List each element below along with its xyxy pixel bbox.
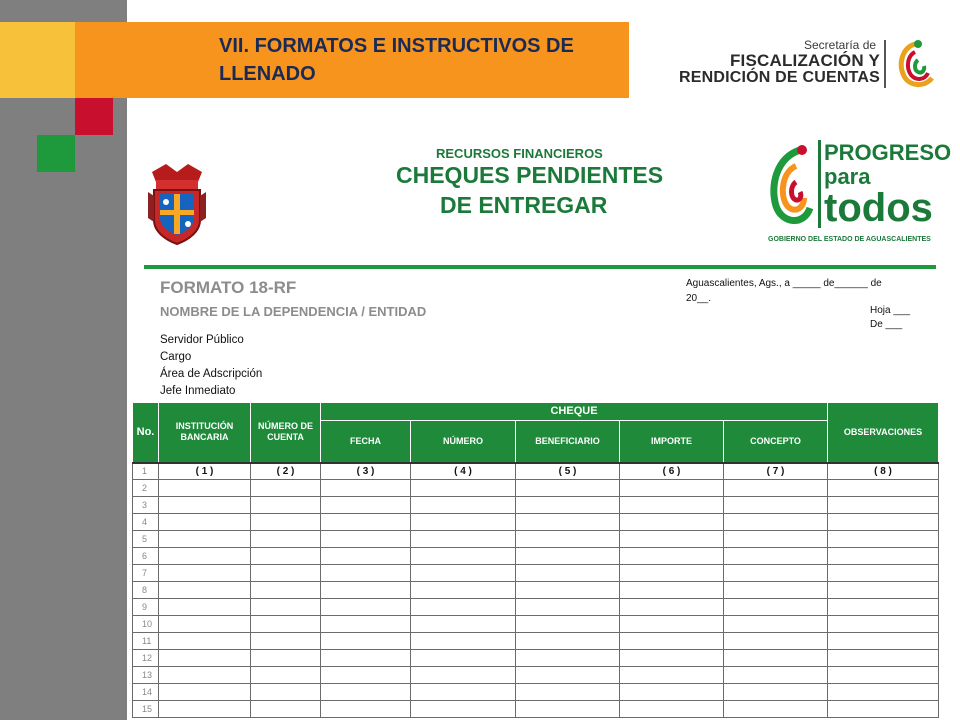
table-cell [159, 650, 251, 667]
table-cell [251, 667, 321, 684]
ref-numero: ( 4 ) [411, 463, 516, 480]
gobierno-caption: GOBIERNO DEL ESTADO DE AGUASCALIENTES [768, 236, 931, 243]
table-cell [411, 599, 516, 616]
table-cell [411, 514, 516, 531]
table-cell [620, 599, 724, 616]
table-cell [828, 548, 939, 565]
table-row [133, 463, 939, 480]
table-cell [159, 548, 251, 565]
table-cell [321, 531, 411, 548]
table-cell [321, 565, 411, 582]
table-cell [251, 650, 321, 667]
table-cell [620, 650, 724, 667]
table-cell [251, 531, 321, 548]
table-row [133, 548, 939, 565]
table-cell [159, 684, 251, 701]
table-cell [620, 514, 724, 531]
logo-divider [884, 40, 886, 88]
table-cell [620, 497, 724, 514]
col-fecha-header: FECHA [321, 421, 411, 463]
table-cell [159, 701, 251, 718]
table-cell [321, 599, 411, 616]
ref-fecha: ( 3 ) [321, 463, 411, 480]
table-cell [411, 650, 516, 667]
col-beneficiario-header: BENEFICIARIO [516, 421, 620, 463]
table-cell [516, 514, 620, 531]
secretaria-emblem-icon [892, 38, 938, 90]
table-cell [411, 701, 516, 718]
table-cell [321, 667, 411, 684]
coat-of-arms-icon [146, 162, 208, 246]
ref-institucion: ( 1 ) [159, 463, 251, 480]
table-cell [516, 531, 620, 548]
table-cell [724, 480, 828, 497]
table-cell [411, 480, 516, 497]
table-cell [411, 684, 516, 701]
slide-title: VII. FORMATOS E INSTRUCTIVOS DE LLENADO [219, 35, 574, 85]
table-cell [828, 667, 939, 684]
table-row [133, 599, 939, 616]
row-number: 1 [133, 463, 159, 480]
table-cell [516, 565, 620, 582]
table-cell [724, 548, 828, 565]
table-cell [724, 701, 828, 718]
table-cell [321, 684, 411, 701]
table-cell [828, 514, 939, 531]
row-number: 6 [133, 548, 159, 565]
table-cell [620, 565, 724, 582]
table-row [133, 633, 939, 650]
table-row [133, 480, 939, 497]
field-area-adscripcion: Área de Adscripción [160, 368, 263, 380]
table-cell [251, 565, 321, 582]
table-cell [411, 548, 516, 565]
row-number: 9 [133, 599, 159, 616]
row-number: 11 [133, 633, 159, 650]
header-subtitle: RECURSOS FINANCIEROS [436, 146, 603, 161]
green-square [37, 135, 75, 172]
red-square [75, 98, 113, 135]
table-cell [321, 650, 411, 667]
table-cell [411, 667, 516, 684]
table-cell [620, 582, 724, 599]
table-cell [724, 565, 828, 582]
table-cell [251, 514, 321, 531]
table-cell [321, 548, 411, 565]
table-cell [516, 480, 620, 497]
table-cell [516, 582, 620, 599]
table-cell [251, 633, 321, 650]
row-number: 5 [133, 531, 159, 548]
table-row [133, 684, 939, 701]
table-cell [828, 684, 939, 701]
table-cell [321, 514, 411, 531]
table-cell [159, 667, 251, 684]
table-cell [159, 599, 251, 616]
table-cell [724, 531, 828, 548]
table-cell [251, 599, 321, 616]
table-cell [159, 565, 251, 582]
table-cell [411, 582, 516, 599]
col-numero-cuenta-header: NÚMERO DE CUENTA [251, 403, 321, 463]
de-label: De ___ [870, 319, 903, 330]
table-cell [411, 531, 516, 548]
table-cell [828, 582, 939, 599]
table-row [133, 497, 939, 514]
table-cell [620, 480, 724, 497]
table-row [133, 650, 939, 667]
table-cell [159, 633, 251, 650]
table-row [133, 616, 939, 633]
col-concepto-header: CONCEPTO [724, 421, 828, 463]
field-jefe-inmediato: Jefe Inmediato [160, 385, 236, 397]
table-cell [620, 701, 724, 718]
table-cell [828, 565, 939, 582]
field-cargo: Cargo [160, 351, 192, 363]
table-cell [620, 684, 724, 701]
table-cell [620, 548, 724, 565]
table-cell [516, 548, 620, 565]
place-date-line [686, 276, 882, 306]
progreso-emblem-icon [766, 142, 816, 230]
table-cell [828, 650, 939, 667]
table-cell [516, 667, 620, 684]
table-cell [516, 701, 620, 718]
row-number: 7 [133, 565, 159, 582]
table-cell [828, 497, 939, 514]
table-row [133, 582, 939, 599]
row-number: 8 [133, 582, 159, 599]
format-code: FORMATO 18-RF [160, 278, 297, 297]
row-number: 12 [133, 650, 159, 667]
table-cell [828, 531, 939, 548]
row-number: 10 [133, 616, 159, 633]
table-row [133, 701, 939, 718]
progreso-word: PROGRESO [824, 140, 952, 165]
row-number: 15 [133, 701, 159, 718]
table-cell [159, 514, 251, 531]
table-cell [724, 497, 828, 514]
table-cell [321, 633, 411, 650]
table-cell [828, 633, 939, 650]
table-cell [516, 684, 620, 701]
yellow-square [0, 22, 75, 98]
ref-concepto: ( 7 ) [724, 463, 828, 480]
table-cell [724, 684, 828, 701]
secretaria-label: Secretaría de [804, 38, 877, 52]
ref-numero-cuenta: ( 2 ) [251, 463, 321, 480]
place-date-line1: Aguascalientes, Ags., a _____ de______ de [686, 278, 882, 289]
col-numero-header: NÚMERO [411, 421, 516, 463]
hoja-label: Hoja ___ [870, 305, 911, 316]
table-cell [828, 480, 939, 497]
page-counter [870, 304, 910, 332]
table-cell [620, 616, 724, 633]
table-cell [321, 497, 411, 514]
table-cell [321, 480, 411, 497]
row-number: 3 [133, 497, 159, 514]
table-cell [251, 616, 321, 633]
table-cell [724, 599, 828, 616]
table-cell [620, 633, 724, 650]
row-number: 4 [133, 514, 159, 531]
para-word: para [824, 164, 871, 189]
table-cell [251, 684, 321, 701]
table-cell [828, 616, 939, 633]
place-date-line2: 20__. [686, 293, 712, 304]
table-cell [251, 480, 321, 497]
table-cell [321, 616, 411, 633]
header-title-line2: DE ENTREGAR [440, 192, 608, 218]
header-title-line1: CHEQUES PENDIENTES [396, 162, 664, 188]
col-observaciones-header: OBSERVACIONES [828, 403, 939, 463]
table-cell [724, 582, 828, 599]
col-no-header: No. [133, 403, 159, 463]
cheques-table [132, 402, 939, 718]
table-cell [159, 497, 251, 514]
table-cell [159, 531, 251, 548]
table-row [133, 514, 939, 531]
table-cell [411, 616, 516, 633]
table-cell [159, 616, 251, 633]
green-divider [144, 265, 936, 269]
col-institucion-header: INSTITUCIÓN BANCARIA [159, 403, 251, 463]
table-row [133, 531, 939, 548]
table-cell [251, 548, 321, 565]
table-cell [321, 701, 411, 718]
entity-name-label: NOMBRE DE LA DEPENDENCIA / ENTIDAD [160, 304, 427, 319]
table-cell [724, 667, 828, 684]
secretaria-line1: FISCALIZACIÓN Y [729, 51, 880, 70]
table-cell [159, 582, 251, 599]
table-cell [828, 701, 939, 718]
secretaria-logo [648, 36, 938, 94]
table-cell [724, 650, 828, 667]
todos-word: todos [824, 186, 933, 230]
row-number: 13 [133, 667, 159, 684]
row-number: 2 [133, 480, 159, 497]
field-servidor-publico: Servidor Público [160, 334, 244, 346]
ref-beneficiario: ( 5 ) [516, 463, 620, 480]
table-cell [828, 599, 939, 616]
table-cell [159, 480, 251, 497]
table-cell [516, 616, 620, 633]
table-cell [516, 497, 620, 514]
cheque-group-header: CHEQUE [321, 403, 828, 421]
table-cell [251, 497, 321, 514]
table-cell [516, 599, 620, 616]
progreso-para-todos-logo [766, 138, 952, 254]
table-cell [251, 701, 321, 718]
table-cell [724, 633, 828, 650]
table-cell [411, 633, 516, 650]
format-document [130, 110, 952, 720]
col-importe-header: IMPORTE [620, 421, 724, 463]
table-cell [620, 667, 724, 684]
ref-observaciones: ( 8 ) [828, 463, 939, 480]
progreso-divider [818, 140, 821, 228]
table-cell [411, 497, 516, 514]
table-row [133, 565, 939, 582]
table-row [133, 667, 939, 684]
ref-importe: ( 6 ) [620, 463, 724, 480]
table-cell [411, 565, 516, 582]
table-cell [516, 633, 620, 650]
table-cell [724, 514, 828, 531]
row-number: 14 [133, 684, 159, 701]
table-cell [724, 616, 828, 633]
table-cell [321, 582, 411, 599]
secretaria-line2: RENDICIÓN DE CUENTAS [678, 69, 880, 86]
table-cell [516, 650, 620, 667]
table-cell [620, 531, 724, 548]
table-cell [251, 582, 321, 599]
